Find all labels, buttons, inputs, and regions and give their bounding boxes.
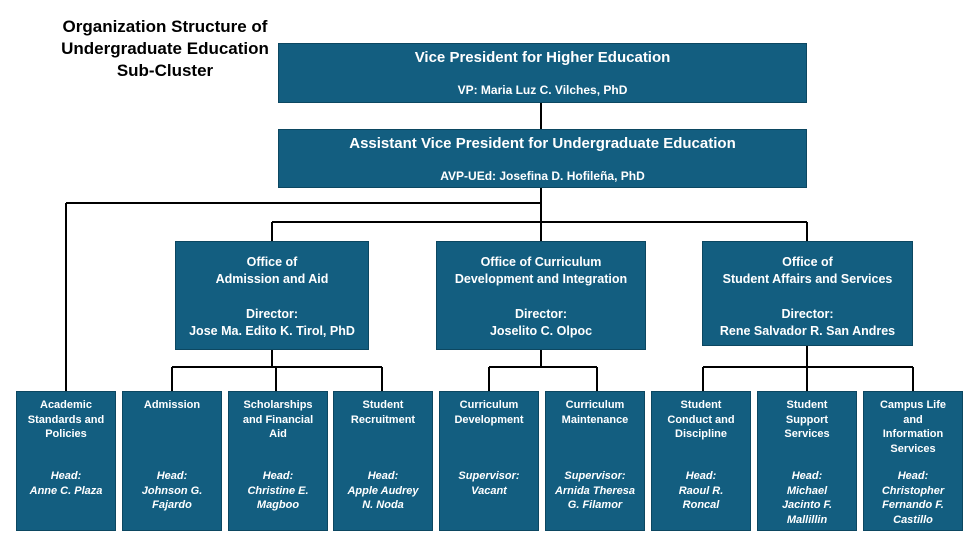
vp-title: Vice President for Higher Education xyxy=(414,49,671,66)
unit-campus-life xyxy=(863,391,963,531)
text-line: Campus Life xyxy=(879,399,946,411)
text-line: Discipline xyxy=(675,428,727,440)
text-line: and Financial xyxy=(242,413,314,426)
unit-student-recruitment xyxy=(333,391,433,531)
text-line: Jacinto F. xyxy=(781,499,833,511)
office-student-affairs xyxy=(702,241,913,346)
office-curriculum xyxy=(436,241,646,350)
vp-box xyxy=(278,43,807,103)
unit-curriculum-development xyxy=(439,391,539,531)
text-line: Organization Structure of xyxy=(62,17,268,36)
unit-head xyxy=(440,469,538,498)
text-line: Raoul R. xyxy=(678,484,724,497)
text-line: Christopher xyxy=(881,484,945,497)
text-line: Recruitment xyxy=(350,413,416,426)
unit-head xyxy=(758,469,856,527)
unit-head xyxy=(864,469,962,527)
unit-head xyxy=(123,469,221,513)
text-line: Apple Audrey xyxy=(347,484,419,497)
text-line: Head: xyxy=(897,470,929,482)
text-line: Office of Curriculum xyxy=(480,255,602,269)
text-line: Services xyxy=(890,442,936,455)
office-admission-aid xyxy=(175,241,369,350)
unit-head xyxy=(334,469,432,513)
unit-head xyxy=(546,469,644,513)
unit-scholarships xyxy=(228,391,328,531)
unit-head xyxy=(17,469,115,498)
text-line: Information xyxy=(882,428,944,440)
text-line: Standards and xyxy=(27,413,105,426)
text-line: Fernando F. xyxy=(882,499,944,511)
unit-curriculum-maintenance xyxy=(545,391,645,531)
text-line: Head: xyxy=(367,470,399,482)
text-line: Fajardo xyxy=(152,499,192,511)
text-line: Policies xyxy=(45,428,87,440)
text-line: Student xyxy=(680,399,722,411)
text-line: Head: xyxy=(156,470,188,482)
text-line: Academic xyxy=(40,399,92,411)
text-line: Conduct and xyxy=(667,413,735,426)
text-line: Supervisor: xyxy=(564,470,626,482)
text-line: Curriculum xyxy=(565,399,625,411)
text-line: Maintenance xyxy=(561,413,629,426)
text-line: Magboo xyxy=(256,499,300,511)
text-line: N. Noda xyxy=(362,499,404,511)
text-line: Aid xyxy=(269,428,287,440)
text-line: G. Filamor xyxy=(567,499,623,511)
text-line: Joselito C. Olpoc xyxy=(489,324,593,338)
text-line: Roncal xyxy=(682,499,720,511)
text-line: and xyxy=(903,413,923,426)
text-line: Office of xyxy=(246,255,298,269)
text-line: Castillo xyxy=(893,513,933,526)
text-line: Director: xyxy=(514,307,568,321)
unit-academic-standards xyxy=(16,391,116,531)
text-line: Admission and Aid xyxy=(215,272,329,286)
avp-box xyxy=(278,129,807,188)
text-line: Rene Salvador R. San Andres xyxy=(719,324,896,338)
text-line: Student xyxy=(786,399,828,411)
text-line: Development xyxy=(454,413,524,426)
text-line: Services xyxy=(784,428,830,440)
vp-name: VP: Maria Luz C. Vilches, PhD xyxy=(457,83,628,97)
text-line: Arnida Theresa xyxy=(554,484,636,497)
text-line: Admission xyxy=(143,399,201,411)
avp-title: Assistant Vice President for Undergraduate Education xyxy=(349,135,736,152)
text-line: Director: xyxy=(781,307,834,321)
text-line: Support xyxy=(785,413,829,426)
chart-title xyxy=(40,16,290,82)
unit-student-conduct xyxy=(651,391,751,531)
unit-admission xyxy=(122,391,222,531)
text-line: Head: xyxy=(50,470,82,482)
text-line: Student xyxy=(362,399,404,411)
text-line: Supervisor: xyxy=(458,470,520,482)
unit-head xyxy=(652,469,750,513)
text-line: Head: xyxy=(685,470,717,482)
text-line: Michael xyxy=(786,484,828,497)
text-line: Undergraduate Education xyxy=(61,39,269,58)
text-line: Head: xyxy=(262,470,294,482)
text-line: Jose Ma. Edito K. Tirol, PhD xyxy=(189,324,355,338)
text-line: Christine E. xyxy=(247,484,309,497)
text-line: Sub-Cluster xyxy=(116,61,214,80)
text-line: Johnson G. xyxy=(141,484,203,497)
text-line: Vacant xyxy=(471,484,507,497)
text-line: Anne C. Plaza xyxy=(29,484,103,497)
text-line: Office of xyxy=(782,255,833,269)
text-line: Student Affairs and Services xyxy=(722,272,893,286)
text-line: Director: xyxy=(245,307,299,321)
unit-student-support xyxy=(757,391,857,531)
text-line: Head: xyxy=(791,470,823,482)
text-line: Scholarships xyxy=(243,399,313,411)
avp-name: AVP-UEd: Josefina D. Hofileña, PhD xyxy=(440,169,645,183)
text-line: Curriculum xyxy=(459,399,519,411)
text-line: Development and Integration xyxy=(454,272,628,286)
unit-head xyxy=(229,469,327,513)
text-line: Mallillin xyxy=(786,513,828,526)
